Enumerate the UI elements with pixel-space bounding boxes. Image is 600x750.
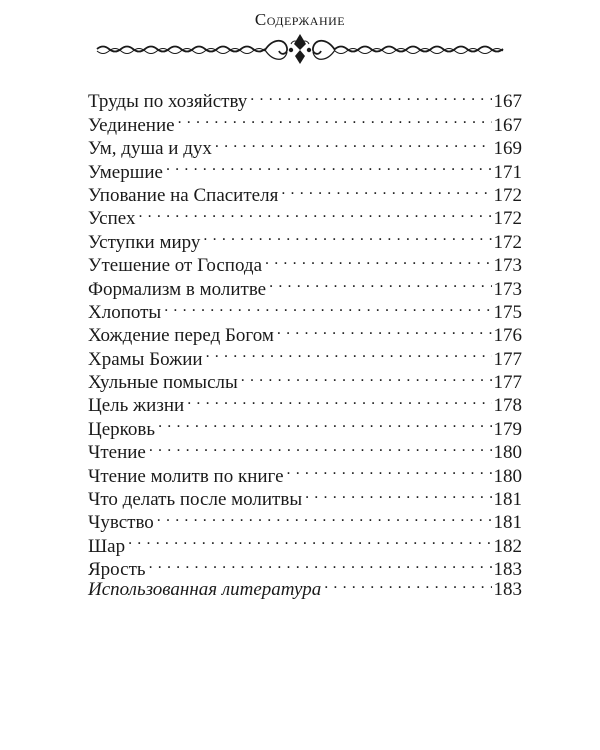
toc-entry-title: Хульные помыслы: [88, 372, 238, 394]
leader-dots: [187, 388, 491, 411]
leader-dots: [281, 178, 491, 201]
toc-entry-title: Чтение молитв по книге: [88, 465, 284, 487]
toc-entry-title: Шар: [88, 535, 126, 557]
leader-dots: [287, 458, 492, 481]
leader-dots: [128, 528, 491, 551]
toc-entry-page: 179: [493, 418, 522, 440]
toc-entry-page: 172: [493, 231, 522, 253]
leader-dots: [149, 435, 492, 458]
toc-entry-title: Храмы Божии: [88, 348, 203, 370]
toc-entry-page: 180: [493, 465, 522, 487]
toc-entry: [88, 84, 522, 113]
ornament-divider-icon: [95, 32, 505, 66]
toc-entry-page: 169: [493, 138, 522, 160]
leader-dots: [305, 482, 491, 505]
toc-entry-page: 180: [493, 442, 522, 464]
toc-entry-title: Упование на Спасителя: [88, 184, 279, 206]
toc-entry: [88, 572, 522, 601]
toc-entry: [88, 224, 522, 253]
leader-dots: [250, 84, 491, 107]
toc-entry: [88, 201, 522, 230]
leader-dots: [157, 505, 492, 528]
toc-entry-title: Хождение перед Богом: [88, 325, 274, 347]
toc-entry-title: Ум, душа и дух: [88, 138, 212, 160]
running-header: Содержание: [254, 10, 346, 29]
toc-entry-title: Хлопоты: [88, 301, 162, 323]
toc-entry-page: 178: [493, 395, 522, 417]
leader-dots: [164, 295, 491, 318]
toc-entry-title: Умершие: [88, 161, 163, 183]
toc-entry-title: Уступки миру: [88, 231, 201, 253]
leader-dots: [241, 365, 492, 388]
toc-entry-title: Использованная литература: [88, 579, 322, 601]
toc-entry-title: Чувство: [88, 512, 154, 534]
leader-dots: [178, 107, 492, 130]
toc-entry-page: 183: [493, 579, 522, 601]
toc-entry-page: 183: [493, 559, 522, 581]
toc-entry: [88, 528, 522, 557]
toc-entry-title: Цель жизни: [88, 395, 185, 417]
toc-entry-title: Успех: [88, 208, 136, 230]
leader-dots: [158, 411, 491, 434]
leader-dots: [138, 201, 491, 224]
toc-entry-page: 167: [493, 114, 522, 136]
toc-entry-title: Церковь: [88, 418, 156, 440]
toc-entry-title: Чтение: [88, 442, 146, 464]
toc-entry-page: 175: [493, 301, 522, 323]
toc-entry-page: 171: [493, 161, 522, 183]
toc-entry-page: 182: [493, 535, 522, 557]
table-of-contents: [88, 84, 522, 581]
toc-literature-entry: [88, 572, 522, 601]
toc-entry-page: 181: [493, 489, 522, 511]
toc-entry: [88, 458, 522, 487]
toc-entry-page: 167: [493, 91, 522, 113]
toc-entry-title: Что делать после молитвы: [88, 489, 303, 511]
toc-entry-page: 172: [493, 208, 522, 230]
toc-entry-title: Формализм в молитве: [88, 278, 267, 300]
leader-dots: [324, 572, 491, 595]
toc-entry-title: Ярость: [88, 559, 146, 581]
leader-dots: [265, 248, 491, 271]
leader-dots: [206, 341, 492, 364]
toc-entry-page: 173: [493, 278, 522, 300]
toc-entry-page: 176: [493, 325, 522, 347]
toc-entry-page: 181: [493, 512, 522, 534]
toc-entry-title: Уединение: [88, 114, 175, 136]
leader-dots: [166, 154, 492, 177]
leader-dots: [203, 224, 491, 247]
toc-entry-title: Утешение от Господа: [88, 255, 263, 277]
leader-dots: [269, 271, 491, 294]
toc-entry-title: Труды по хозяйству: [88, 91, 248, 113]
toc-entry: [88, 435, 522, 464]
toc-entry-page: 173: [493, 255, 522, 277]
toc-entry-page: 177: [493, 348, 522, 370]
toc-entry-page: 177: [493, 372, 522, 394]
toc-entry-page: 172: [493, 184, 522, 206]
leader-dots: [277, 318, 492, 341]
leader-dots: [215, 131, 492, 154]
